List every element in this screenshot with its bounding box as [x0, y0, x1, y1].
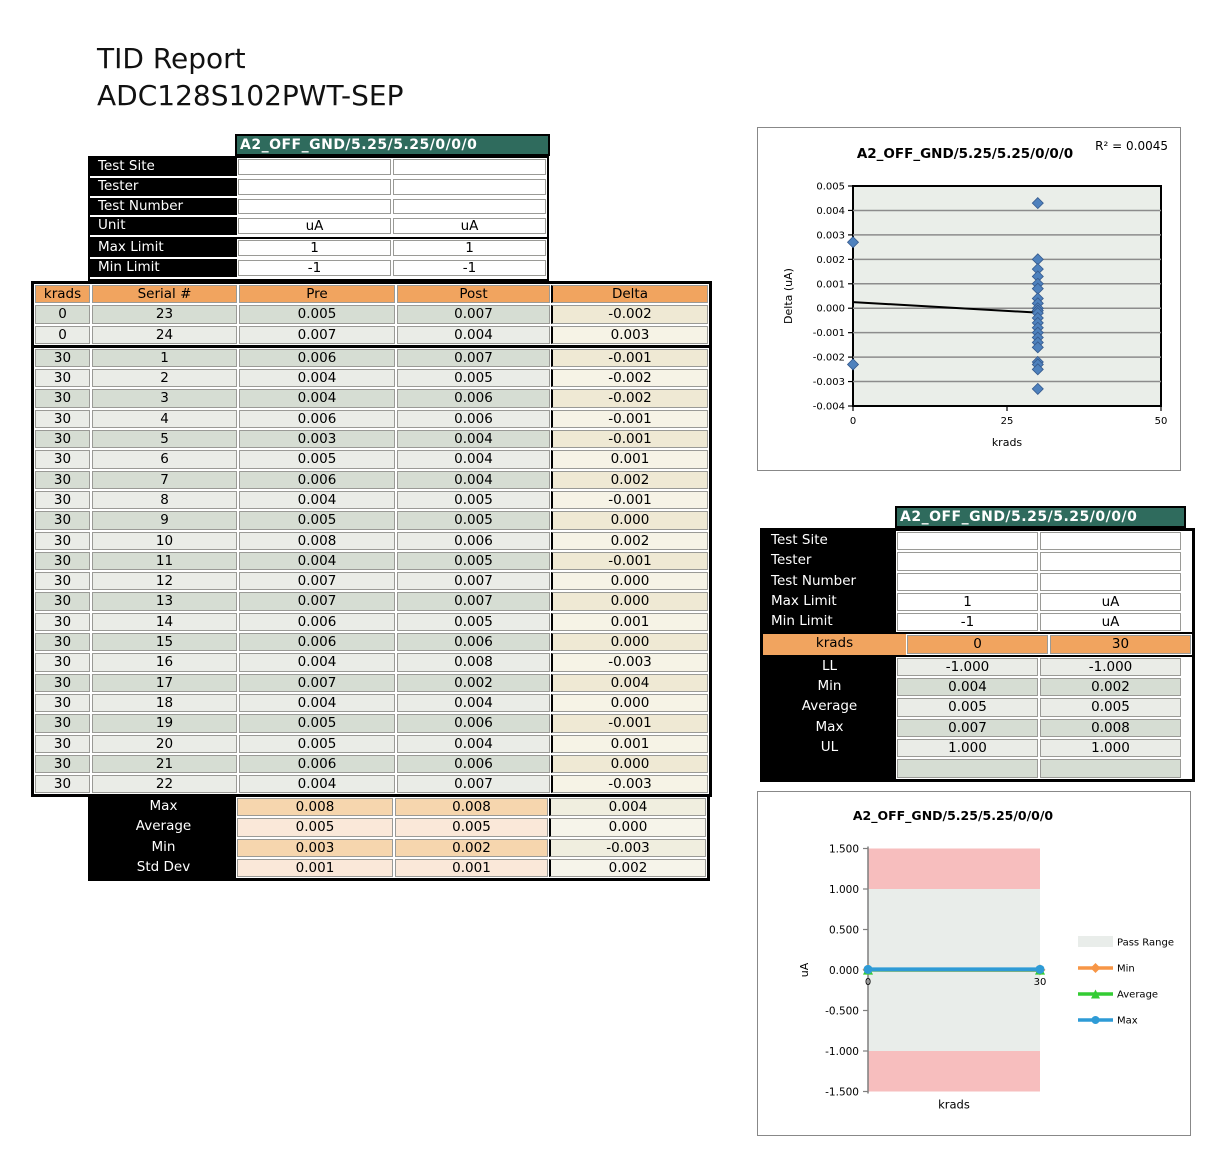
table-cell: 0.006: [239, 410, 395, 428]
table-cell: -0.001: [551, 430, 708, 448]
table-row: [34, 490, 709, 510]
stat-value: 0.007: [897, 719, 1038, 737]
x-axis-title: krads: [991, 436, 1023, 449]
y-axis-title: uA: [798, 962, 811, 978]
table-row: [34, 348, 709, 368]
table-cell: 0.005: [239, 305, 395, 323]
table-row: [34, 325, 709, 345]
table-cell: 0.006: [397, 755, 550, 773]
table-cell: 0: [35, 326, 90, 344]
summary-row: [91, 838, 707, 858]
info-value: [393, 159, 546, 175]
row-label: Test Site: [90, 158, 237, 176]
info-value: [238, 199, 391, 215]
info-value: 1: [393, 240, 546, 256]
table-row: [34, 612, 709, 632]
table-cell: 17: [92, 674, 237, 692]
table-cell: 30: [35, 430, 90, 448]
table-cell: 0.006: [239, 755, 395, 773]
table-cell: 30: [35, 714, 90, 732]
summary-row: [91, 797, 707, 817]
table-cell: 0.006: [397, 389, 550, 407]
table-row: [34, 304, 709, 324]
table-cell: 0.000: [551, 694, 708, 712]
table-cell: 0.000: [551, 755, 708, 773]
table-cell: 15: [92, 633, 237, 651]
info-value: [897, 552, 1038, 570]
table-cell: 0.003: [551, 326, 708, 344]
table-cell: 30: [35, 349, 90, 367]
table-cell: 30: [35, 674, 90, 692]
table-cell: 5: [92, 430, 237, 448]
table-cell: 30: [35, 775, 90, 793]
summary-value: 0.005: [237, 818, 393, 836]
table-cell: 0.005: [239, 735, 395, 753]
table-row: [34, 713, 709, 733]
table-cell: 0.005: [397, 552, 550, 570]
table-cell: 30: [35, 592, 90, 610]
info-value: uA: [1040, 613, 1181, 631]
table-cell: 30: [35, 735, 90, 753]
table-cell: 30: [35, 633, 90, 651]
table-cell: 0.005: [397, 369, 550, 387]
table-cell: 0.003: [239, 430, 395, 448]
info-value: [238, 179, 391, 195]
stat-row: [763, 718, 1192, 738]
table-cell: 0.004: [239, 552, 395, 570]
table-cell: 0.005: [239, 714, 395, 732]
table-cell: -0.003: [551, 775, 708, 793]
table-cell: 0.006: [397, 532, 550, 550]
row-label: Max Limit: [90, 239, 237, 257]
legend-label: Pass Range: [1117, 937, 1175, 949]
y-tick-label: -1.500: [825, 1086, 859, 1099]
info-value: uA: [1040, 593, 1181, 611]
table-cell: 0.004: [239, 653, 395, 671]
column-header: krads: [35, 285, 90, 303]
info-row: [90, 239, 547, 259]
y-tick-label: 1.000: [828, 884, 859, 896]
row-label: Tester: [763, 551, 896, 571]
chart-title: A2_OFF_GND/5.25/5.25/0/0/0: [852, 808, 1054, 823]
table-cell: 0.004: [239, 491, 395, 509]
y-tick-label: 0.005: [816, 181, 845, 193]
info-row: [763, 612, 1192, 632]
summary-value: 0.001: [237, 859, 393, 877]
legend-swatch: [1078, 936, 1113, 947]
table-cell: -0.001: [551, 491, 708, 509]
table-cell: 0.007: [397, 775, 550, 793]
table-cell: 11: [92, 552, 237, 570]
y-tick-label: 0.500: [828, 924, 859, 937]
stat-value: 1.000: [1040, 739, 1181, 757]
x-tick-label: 0: [864, 977, 872, 988]
info-value: [238, 159, 391, 175]
krads-row: [763, 634, 1192, 654]
table-cell: 0.004: [239, 369, 395, 387]
info-row: [90, 198, 547, 218]
table-cell: 0.005: [397, 491, 550, 509]
column-header: Pre: [239, 285, 395, 303]
legend-label: Average: [1117, 989, 1159, 1001]
plot-area: [853, 186, 1161, 406]
table-cell: 30: [35, 653, 90, 671]
main-data-table: [31, 281, 712, 797]
stat-label: UL: [763, 738, 896, 758]
table-cell: 10: [92, 532, 237, 550]
table-row: [34, 734, 709, 754]
x-tick-label: 30: [1033, 977, 1047, 988]
info-value: [1040, 573, 1181, 591]
stat-value: 0.004: [897, 678, 1038, 696]
table-cell: 8: [92, 491, 237, 509]
stat-label: Average: [763, 697, 896, 717]
legend-label: Max: [1117, 1015, 1138, 1027]
table-cell: 0.004: [239, 694, 395, 712]
table-row: [34, 754, 709, 774]
summary-label: Min: [91, 838, 236, 858]
left-section-header: A2_OFF_GND/5.25/5.25/0/0/0: [235, 134, 550, 156]
table-cell: 0.007: [239, 592, 395, 610]
table-row: [34, 571, 709, 591]
table-cell: 30: [35, 491, 90, 509]
summary-row: [91, 817, 707, 837]
row-label: Test Number: [90, 198, 237, 216]
info-row: [763, 551, 1192, 571]
table-cell: 0.000: [551, 572, 708, 590]
table-cell: 0.000: [551, 592, 708, 610]
stat-row: [763, 657, 1192, 677]
info-value: 1: [897, 593, 1038, 611]
table-cell: 0.007: [239, 326, 395, 344]
info-value: [897, 573, 1038, 591]
table-row: [34, 591, 709, 611]
table-cell: 0.007: [239, 572, 395, 590]
y-tick-label: -0.004: [812, 401, 845, 413]
stat-label: Min: [763, 677, 896, 697]
table-row: [34, 673, 709, 693]
empty-row: [763, 758, 1192, 778]
row-label: Min Limit: [90, 259, 237, 277]
table-cell: 0.004: [239, 775, 395, 793]
table-cell: 0.001: [551, 735, 708, 753]
table-cell: 6: [92, 450, 237, 468]
table-cell: 0.005: [239, 450, 395, 468]
empty-cell: [897, 759, 1038, 777]
table-header-row: [34, 284, 709, 304]
table-cell: -0.002: [551, 305, 708, 323]
table-cell: 0.001: [551, 450, 708, 468]
stat-value: 0.005: [1040, 698, 1181, 716]
table-row: [34, 693, 709, 713]
table-cell: 0.006: [239, 349, 395, 367]
info-value: [393, 179, 546, 195]
table-cell: 2: [92, 369, 237, 387]
row-label: Test Site: [763, 531, 896, 551]
krads-value: 30: [1050, 635, 1191, 653]
table-cell: 30: [35, 755, 90, 773]
info-value: uA: [393, 218, 546, 234]
table-cell: 12: [92, 572, 237, 590]
table-cell: 23: [92, 305, 237, 323]
column-header: Serial #: [92, 285, 237, 303]
table-cell: 16: [92, 653, 237, 671]
table-cell: 0.004: [397, 326, 550, 344]
info-value: [1040, 532, 1181, 550]
table-cell: -0.002: [551, 369, 708, 387]
table-cell: 0.004: [397, 694, 550, 712]
info-row: [90, 178, 547, 198]
stat-value: 0.002: [1040, 678, 1181, 696]
y-tick-label: 0.000: [816, 303, 845, 315]
info-value: uA: [238, 218, 391, 234]
scatter-chart-svg: [758, 128, 1180, 470]
table-cell: 30: [35, 532, 90, 550]
report-title: [97, 40, 403, 114]
summary-value: 0.005: [395, 818, 548, 836]
table-cell: 30: [35, 369, 90, 387]
stat-value: -1.000: [897, 658, 1038, 676]
table-cell: 0: [35, 305, 90, 323]
x-axis-title: krads: [938, 1097, 970, 1112]
table-cell: 7: [92, 471, 237, 489]
table-cell: 30: [35, 613, 90, 631]
table-cell: 21: [92, 755, 237, 773]
table-cell: 0.007: [397, 349, 550, 367]
table-cell: 0.002: [551, 471, 708, 489]
report-title-line2: ADC128S102PWT-SEP: [97, 79, 404, 112]
y-tick-label: -0.001: [812, 328, 845, 340]
table-cell: 0.001: [551, 613, 708, 631]
info-row: [763, 572, 1192, 592]
x-tick-label: 50: [1154, 416, 1168, 427]
stat-value: -1.000: [1040, 658, 1181, 676]
right-section-header: A2_OFF_GND/5.25/5.25/0/0/0: [895, 506, 1186, 528]
table-row: [34, 551, 709, 571]
table-cell: 30: [35, 572, 90, 590]
table-cell: 0.004: [397, 430, 550, 448]
table-cell: 0.000: [551, 511, 708, 529]
y-tick-label: 0.003: [816, 230, 845, 242]
info-value: -1: [393, 260, 546, 276]
chart-title: A2_OFF_GND/5.25/5.25/0/0/0: [856, 146, 1074, 162]
table-cell: 22: [92, 775, 237, 793]
table-cell: 4: [92, 410, 237, 428]
table-cell: 0.008: [239, 532, 395, 550]
y-tick-label: 0.004: [816, 205, 845, 217]
summary-value: 0.002: [395, 839, 548, 857]
table-cell: 0.007: [397, 592, 550, 610]
table-cell: 18: [92, 694, 237, 712]
stat-row: [763, 697, 1192, 717]
summary-value: -0.003: [549, 839, 706, 857]
table-cell: 0.006: [239, 633, 395, 651]
y-tick-label: 0.002: [816, 254, 845, 266]
summary-value: 0.002: [549, 859, 706, 877]
table-cell: 0.006: [239, 471, 395, 489]
summary-value: 0.008: [395, 798, 548, 816]
fail-band-lower: [868, 1051, 1040, 1092]
column-header: Delta: [551, 285, 708, 303]
stat-label: Max: [763, 718, 896, 738]
info-value: -1: [897, 613, 1038, 631]
summary-label: Std Dev: [91, 858, 236, 878]
y-tick-label: -1.000: [825, 1046, 859, 1058]
info-row: [763, 531, 1192, 551]
summary-label: Max: [91, 797, 236, 817]
y-tick-label: -0.003: [812, 377, 845, 389]
stat-row: [763, 738, 1192, 758]
table-cell: 0.006: [397, 410, 550, 428]
info-value: [1040, 552, 1181, 570]
table-cell: 30: [35, 471, 90, 489]
table-cell: 30: [35, 410, 90, 428]
stat-label: LL: [763, 657, 896, 677]
y-axis-title: Delta (uA): [782, 268, 795, 324]
row-label: Max Limit: [763, 592, 896, 612]
table-cell: 0.004: [551, 674, 708, 692]
x-tick-label: 25: [1000, 416, 1014, 427]
row-label: Test Number: [763, 572, 896, 592]
table-cell: 20: [92, 735, 237, 753]
summary-value: 0.004: [549, 798, 706, 816]
table-row: [34, 470, 709, 490]
y-tick-label: 0.000: [828, 965, 859, 977]
delta-scatter-chart: [757, 127, 1181, 471]
table-cell: -0.002: [551, 389, 708, 407]
table-row: [34, 652, 709, 672]
summary-value: 0.003: [237, 839, 393, 857]
summary-table: [88, 797, 710, 881]
table-row: [34, 510, 709, 530]
table-row: [34, 774, 709, 794]
r-squared-annotation: R² = 0.0045: [1095, 139, 1168, 153]
table-cell: 30: [35, 450, 90, 468]
table-cell: 9: [92, 511, 237, 529]
table-cell: 0.004: [239, 389, 395, 407]
table-cell: 14: [92, 613, 237, 631]
table-cell: 0.004: [397, 471, 550, 489]
table-cell: 0.005: [397, 613, 550, 631]
info-value: [897, 532, 1038, 550]
table-cell: 0.007: [239, 674, 395, 692]
info-row: [763, 592, 1192, 612]
column-header: Post: [397, 285, 550, 303]
table-cell: 30: [35, 511, 90, 529]
info-value: [393, 199, 546, 215]
table-cell: 24: [92, 326, 237, 344]
table-cell: 13: [92, 592, 237, 610]
legend-label: Min: [1117, 963, 1135, 975]
stat-value: 0.005: [897, 698, 1038, 716]
empty-cell: [1040, 759, 1181, 777]
summary-row: [91, 858, 707, 878]
legend-marker: [1092, 1016, 1100, 1024]
left-info-table: [88, 156, 549, 281]
summary-value: 0.008: [237, 798, 393, 816]
table-cell: -0.001: [551, 349, 708, 367]
info-row: [90, 259, 547, 279]
info-row: [90, 217, 547, 237]
krads-value: 0: [907, 635, 1048, 653]
y-tick-label: -0.002: [812, 352, 845, 364]
table-row: [34, 388, 709, 408]
row-label: Tester: [90, 178, 237, 196]
table-cell: 0.004: [397, 735, 550, 753]
table-cell: 0.006: [397, 633, 550, 651]
table-cell: 1: [92, 349, 237, 367]
stat-row: [763, 677, 1192, 697]
table-cell: 0.004: [397, 450, 550, 468]
stat-value: 0.008: [1040, 719, 1181, 737]
row-label: Min Limit: [763, 612, 896, 632]
x-tick-label: 0: [849, 416, 857, 427]
table-row: [34, 429, 709, 449]
legend-marker: [1091, 963, 1101, 973]
y-tick-label: -0.500: [825, 1005, 859, 1018]
info-row: [90, 158, 547, 178]
right-stats-table: [760, 528, 1195, 782]
table-cell: 0.000: [551, 633, 708, 651]
max-marker: [1036, 965, 1045, 974]
table-cell: 30: [35, 694, 90, 712]
summary-value: 0.001: [395, 859, 548, 877]
fail-band-upper: [868, 849, 1040, 890]
table-cell: 0.005: [239, 511, 395, 529]
stat-value: 1.000: [897, 739, 1038, 757]
y-tick-label: 1.500: [828, 843, 859, 856]
row-label: [763, 758, 896, 778]
table-cell: 0.008: [397, 653, 550, 671]
table-row: [34, 449, 709, 469]
table-cell: -0.001: [551, 714, 708, 732]
info-value: 1: [238, 240, 391, 256]
info-value: -1: [238, 260, 391, 276]
table-cell: -0.001: [551, 552, 708, 570]
summary-label: Average: [91, 817, 236, 837]
row-label: krads: [763, 634, 906, 654]
trend-chart-svg: [758, 792, 1190, 1135]
table-cell: 0.006: [397, 714, 550, 732]
table-cell: 30: [35, 552, 90, 570]
table-cell: 0.002: [397, 674, 550, 692]
y-tick-label: 0.001: [816, 279, 845, 291]
table-cell: 0.007: [397, 572, 550, 590]
table-cell: 0.006: [239, 613, 395, 631]
table-cell: -0.003: [551, 653, 708, 671]
table-row: [34, 368, 709, 388]
summary-value: 0.000: [549, 818, 706, 836]
table-cell: -0.001: [551, 410, 708, 428]
table-row: [34, 531, 709, 551]
max-marker: [864, 965, 873, 974]
table-cell: 3: [92, 389, 237, 407]
table-row: [34, 409, 709, 429]
report-title-line1: TID Report: [97, 42, 246, 75]
limits-trend-chart: [757, 791, 1191, 1136]
table-cell: 0.007: [397, 305, 550, 323]
table-cell: 19: [92, 714, 237, 732]
table-cell: 0.005: [397, 511, 550, 529]
table-cell: 30: [35, 389, 90, 407]
table-cell: 0.002: [551, 532, 708, 550]
table-row: [34, 632, 709, 652]
row-label: Unit: [90, 217, 237, 235]
